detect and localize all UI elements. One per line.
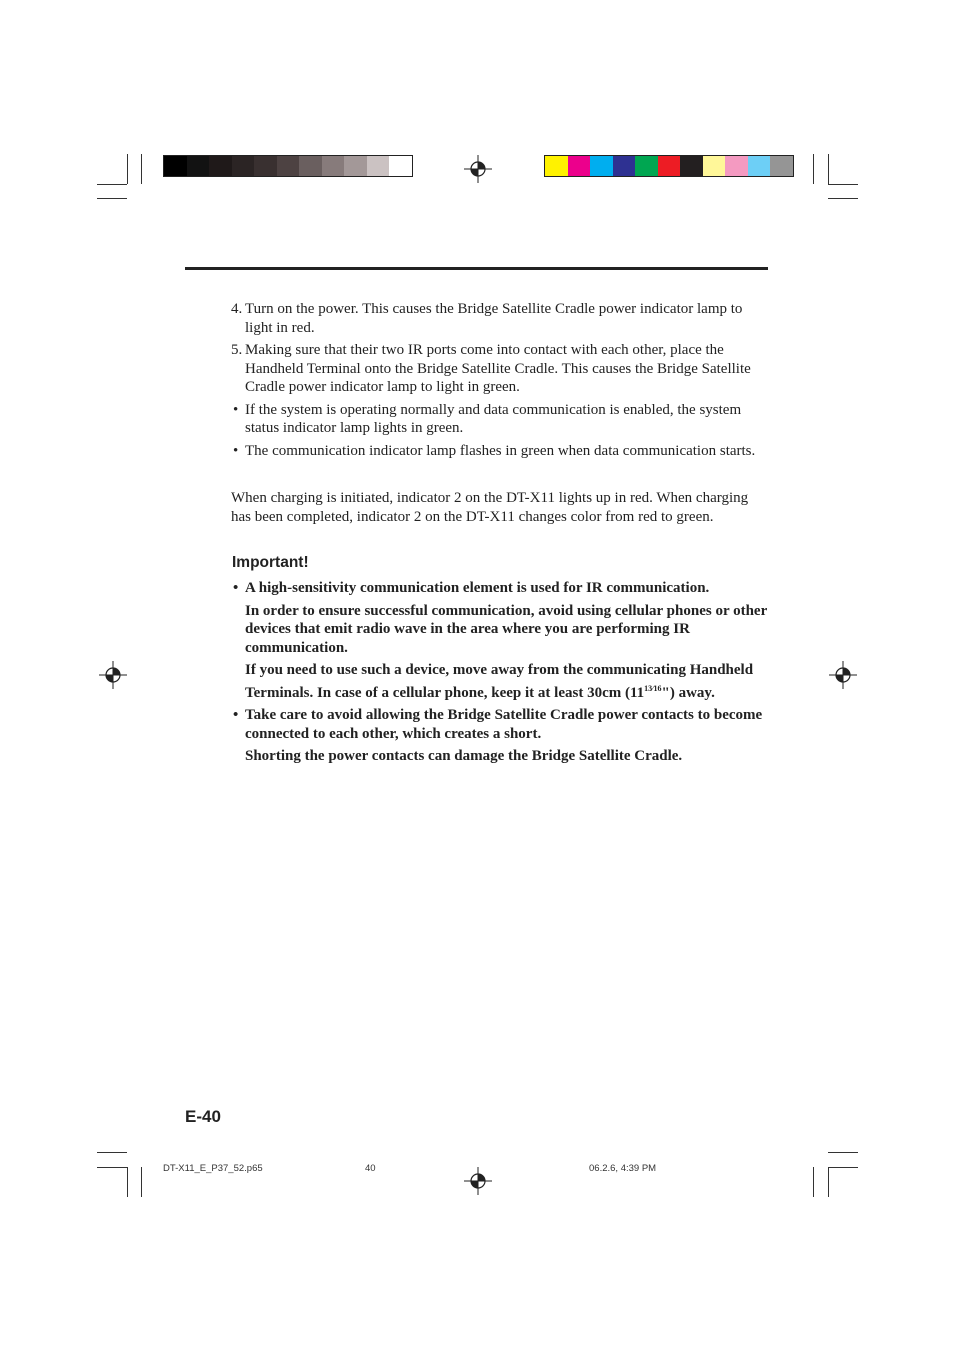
crop-mark	[97, 198, 127, 199]
crop-mark	[828, 154, 829, 184]
crop-mark	[828, 198, 858, 199]
list-item-text: The communication indicator lamp flashes in green when data communication starts.	[245, 442, 756, 459]
crop-mark	[97, 184, 127, 185]
list-marker: 5.	[231, 342, 243, 358]
color-swatch	[209, 156, 232, 176]
color-swatch	[164, 156, 187, 176]
bullet-marker: •	[233, 580, 239, 596]
list-marker: 4.	[231, 301, 243, 317]
color-swatch-bar	[544, 155, 794, 177]
color-swatch	[635, 156, 658, 176]
footer-file: DT-X11_E_P37_52.p65	[163, 1163, 263, 1174]
crop-mark	[127, 154, 128, 184]
list-item-text: In order to ensure successful communication, avoid using cellular phones or other devices that emit radio wave in the area where you are performing IR communication.	[245, 602, 767, 656]
color-swatch	[568, 156, 591, 176]
list-item-text: Turn on the power. This causes the Bridge Satellite Cradle power indicator lamp to light in red.	[245, 301, 743, 336]
color-swatch	[680, 156, 703, 176]
important-heading: Important!	[232, 554, 309, 571]
registration-mark-icon	[99, 661, 127, 689]
list-item-text: ") away.	[661, 684, 715, 701]
list-item	[231, 401, 771, 438]
registration-mark-icon	[464, 1167, 492, 1195]
list-item	[231, 442, 771, 461]
list-item-text: Making sure that their two IR ports come into contact with each other, place the Handheld Terminal onto the Bridge Satellite Cradle. This causes the Bridge Satellite Cradle power indicator lamp to light in green.	[245, 342, 751, 395]
color-swatch	[187, 156, 210, 176]
color-swatch	[232, 156, 255, 176]
list-item-continuation	[231, 747, 771, 766]
list-item	[231, 706, 771, 743]
color-swatch	[277, 156, 300, 176]
color-swatch	[545, 156, 568, 176]
gray-swatch-bar	[163, 155, 413, 177]
page-number: E-40	[185, 1107, 221, 1126]
footer-page: 40	[365, 1163, 376, 1174]
bullet-marker: •	[233, 401, 239, 418]
color-swatch	[703, 156, 726, 176]
list-item	[231, 579, 771, 598]
list-item	[231, 341, 771, 397]
color-swatch	[590, 156, 613, 176]
color-swatch	[658, 156, 681, 176]
crop-mark	[97, 1167, 127, 1168]
list-item-continuation	[231, 661, 771, 702]
list-item-continuation	[231, 602, 771, 658]
color-swatch	[613, 156, 636, 176]
list-item-text: A high-sensitivity communication element is used for IR communication.	[245, 580, 710, 596]
crop-mark	[141, 154, 142, 184]
list-item-text: If you need to use such a device, move away from the communicating Handheld Terminals. In case of a cellular phone, keep it at least 30cm (11	[245, 662, 754, 701]
crop-mark	[828, 1167, 858, 1168]
list-item-text: Take care to avoid allowing the Bridge Satellite Cradle power contacts to become connected to each other, which creates a short.	[245, 707, 763, 742]
crop-mark	[97, 1152, 127, 1153]
list-item-text: If the system is operating normally and data communication is enabled, the system status indicator lamp lights in green.	[245, 401, 742, 436]
header-rule	[185, 267, 768, 270]
crop-mark	[813, 1167, 814, 1197]
charging-paragraph: When charging is initiated, indicator 2 on the DT-X11 lights up in red. When charging has been completed, indicator 2 on the DT-X11 changes color from red to green.	[231, 490, 749, 525]
crop-mark	[828, 1152, 858, 1153]
fraction: 13⁄16	[644, 683, 662, 693]
steps-list	[231, 300, 771, 460]
bullet-marker: •	[233, 707, 239, 723]
bullet-marker: •	[233, 442, 239, 459]
color-swatch	[344, 156, 367, 176]
color-swatch	[367, 156, 390, 176]
crop-mark	[141, 1167, 142, 1197]
color-swatch	[254, 156, 277, 176]
registration-mark-icon	[464, 155, 492, 183]
important-list	[231, 579, 771, 766]
color-swatch	[748, 156, 771, 176]
registration-mark-icon	[829, 661, 857, 689]
color-swatch	[389, 156, 412, 176]
crop-mark	[828, 1167, 829, 1197]
color-swatch	[322, 156, 345, 176]
color-swatch	[299, 156, 322, 176]
color-swatch	[725, 156, 748, 176]
color-swatch	[770, 156, 793, 176]
list-item	[231, 300, 771, 337]
crop-mark	[127, 1167, 128, 1197]
list-item-text: Shorting the power contacts can damage the Bridge Satellite Cradle.	[245, 748, 683, 764]
crop-mark	[813, 154, 814, 184]
crop-mark	[828, 184, 858, 185]
footer-timestamp: 06.2.6, 4:39 PM	[589, 1163, 657, 1174]
